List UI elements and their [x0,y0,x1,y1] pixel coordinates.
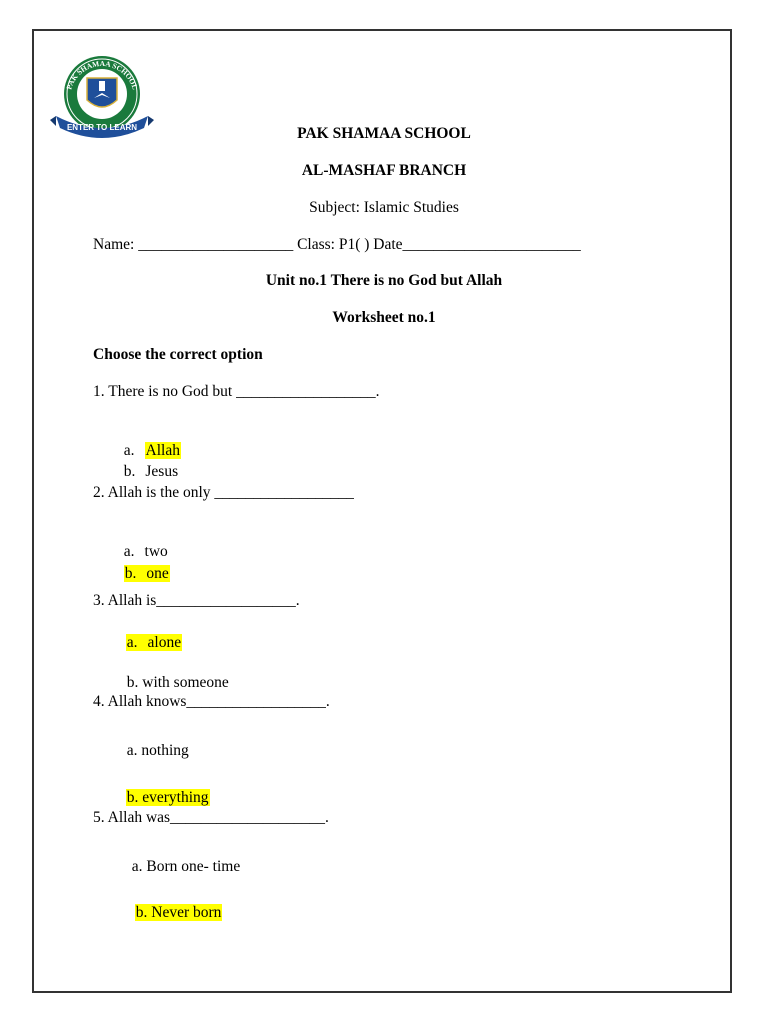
q4-option-b [118,768,210,808]
option-text: Born one- time [146,858,241,875]
question-1: 1. There is no God but __________________. [93,383,380,400]
q3-option-b [119,653,229,693]
option-marker: a. [123,543,135,560]
question-3: 3. Allah is__________________. [93,592,300,609]
q2-option-b [116,544,170,584]
option-marker: a. [126,634,138,651]
worksheet-title: Worksheet no.1 [332,309,436,326]
q5-option-a [124,837,240,877]
option-text: Allah [145,442,180,459]
option-marker: b. [124,565,137,582]
option-marker: b. [135,904,148,921]
q1-option-b [116,442,178,482]
subject-line: Subject: Islamic Studies [309,199,459,216]
option-text: everything [142,789,209,806]
option-text: with someone [142,674,229,691]
question-2: 2. Allah is the only __________________ [93,484,354,501]
option-text: Never born [151,904,222,921]
student-info-line: Name: ____________________ Class: P1( ) Date_______________________ [93,236,581,253]
option-text: nothing [141,742,189,759]
instruction: Choose the correct option [93,346,263,363]
option-text: two [144,543,168,560]
logo-banner-text: ENTER TO LEARN [66,123,138,132]
question-5: 5. Allah was____________________. [93,809,329,826]
option-text: alone [147,634,182,651]
branch-name: AL-MASHAF BRANCH [301,162,467,179]
option-marker: a. [131,858,143,875]
logo-arc-text: PAK SHAMAA SCHOOL [64,58,140,91]
option-marker: b. [123,463,136,480]
unit-title: Unit no.1 There is no God but Allah [265,272,503,289]
q3-option-a [118,613,182,653]
option-marker: a. [123,442,135,459]
q5-option-b [127,883,222,923]
option-marker: b. [126,789,139,806]
option-text: one [146,565,169,582]
school-name: PAK SHAMAA SCHOOL [297,125,471,142]
q4-option-a [119,721,189,761]
option-marker: b. [126,674,139,691]
option-text: Jesus [145,463,179,480]
option-marker: a. [126,742,138,759]
question-4: 4. Allah knows__________________. [93,693,330,710]
